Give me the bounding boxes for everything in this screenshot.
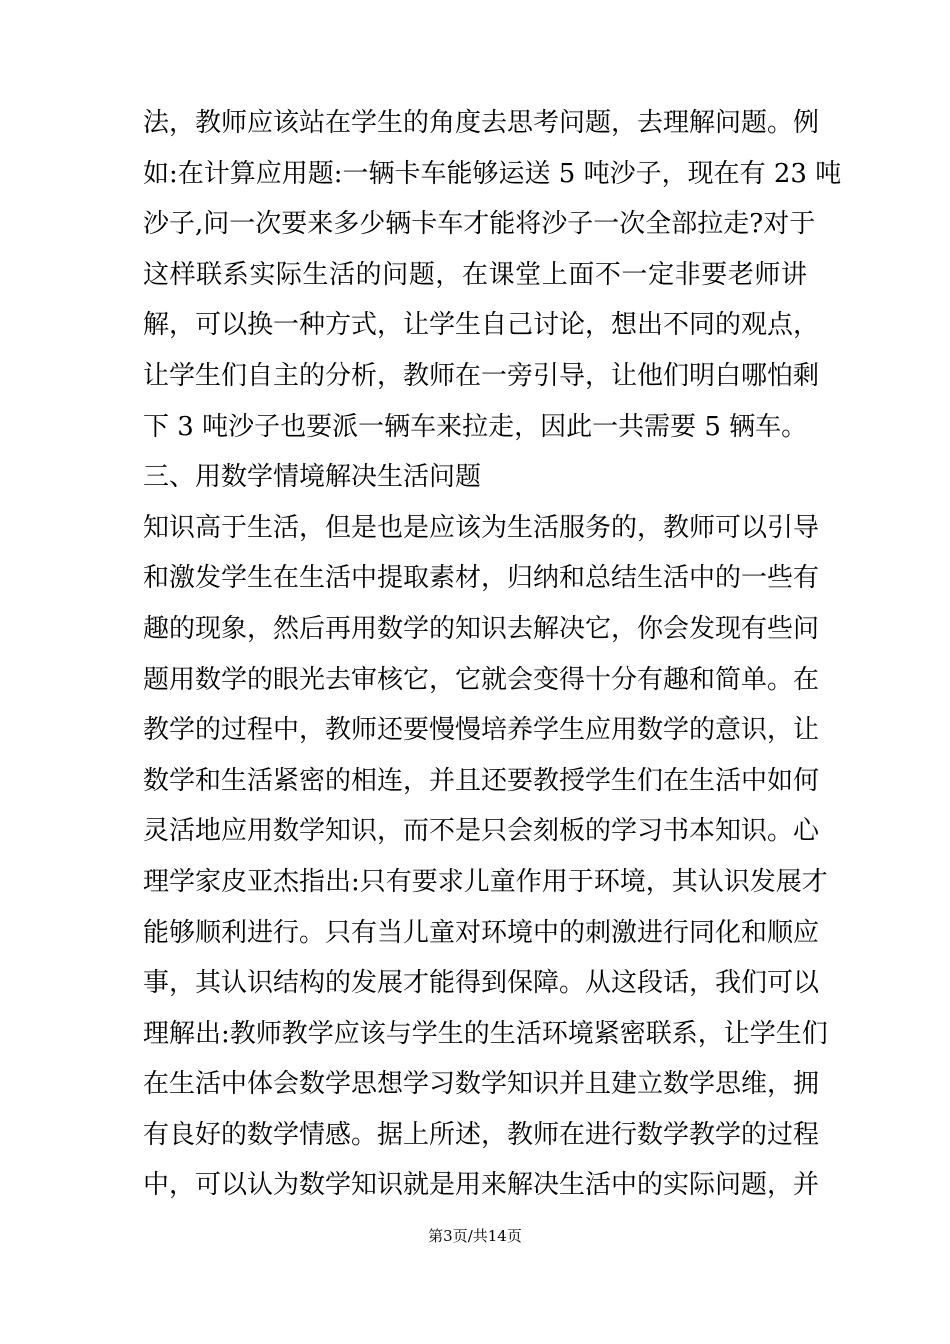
text-line: 能够顺利进行。只有当儿童对环境中的刺激进行同化和顺应 bbox=[143, 917, 820, 948]
text-line: 趣的现象，然后再用数学的知识去解决它，你会发现有些问 bbox=[143, 613, 820, 644]
text-line: 和激发学生在生活中提取素材，归纳和总结生活中的一些有 bbox=[143, 563, 820, 594]
text-line: 法，教师应该站在学生的角度去思考问题，去理解问题。例 bbox=[143, 108, 820, 138]
text-line: 教学的过程中，教师还要慢慢培养学生应用数学的意识，让 bbox=[143, 715, 820, 746]
text-line: 理解出:教师教学应该与学生的生活环境紧密联系，让学生们 bbox=[143, 1018, 828, 1049]
text-line: 这样联系实际生活的问题，在课堂上面不一定非要老师讲 bbox=[143, 259, 807, 290]
text-line: 如:在计算应用题:一辆卡车能够运送 5 吨沙子，现在有 23 吨 bbox=[143, 158, 842, 189]
text-line: 中，可以认为数学知识就是用来解决生活中的实际问题，并 bbox=[143, 1170, 820, 1201]
text-line: 理学家皮亚杰指出:只有要求儿童作用于环境，其认识发展才 bbox=[143, 866, 828, 897]
text-line: 事，其认识结构的发展才能得到保障。从这段话，我们可以 bbox=[143, 968, 820, 999]
text-line: 数学和生活紧密的相连，并且还要教授学生们在生活中如何 bbox=[143, 765, 820, 796]
text-line: 在生活中体会数学思想学习数学知识并且建立数学思维，拥 bbox=[143, 1069, 820, 1100]
text-line: 灵活地应用数学知识，而不是只会刻板的学习书本知识。心 bbox=[143, 816, 820, 847]
text-line: 知识高于生活，但是也是应该为生活服务的，教师可以引导 bbox=[143, 512, 820, 543]
text-line: 让学生们自主的分析，教师在一旁引导，让他们明白哪怕剩 bbox=[143, 360, 820, 391]
text-line: 沙子,问一次要来多少辆卡车才能将沙子一次全部拉走?对于 bbox=[143, 209, 816, 240]
text-line: 题用数学的眼光去审核它，它就会变得十分有趣和简单。在 bbox=[143, 664, 820, 695]
section-heading: 三、用数学情境解决生活问题 bbox=[143, 462, 482, 493]
body-text bbox=[143, 98, 842, 1211]
text-line: 有良好的数学情感。据上所述，教师在进行数学教学的过程 bbox=[143, 1119, 820, 1150]
page-number-footer: 第3页/共14页 bbox=[428, 1227, 522, 1245]
text-line: 解，可以换一种方式，让学生自己讨论，想出不同的观点， bbox=[143, 310, 820, 341]
text-line: 下 3 吨沙子也要派一辆车来拉走，因此一共需要 5 辆车。 bbox=[143, 411, 808, 442]
